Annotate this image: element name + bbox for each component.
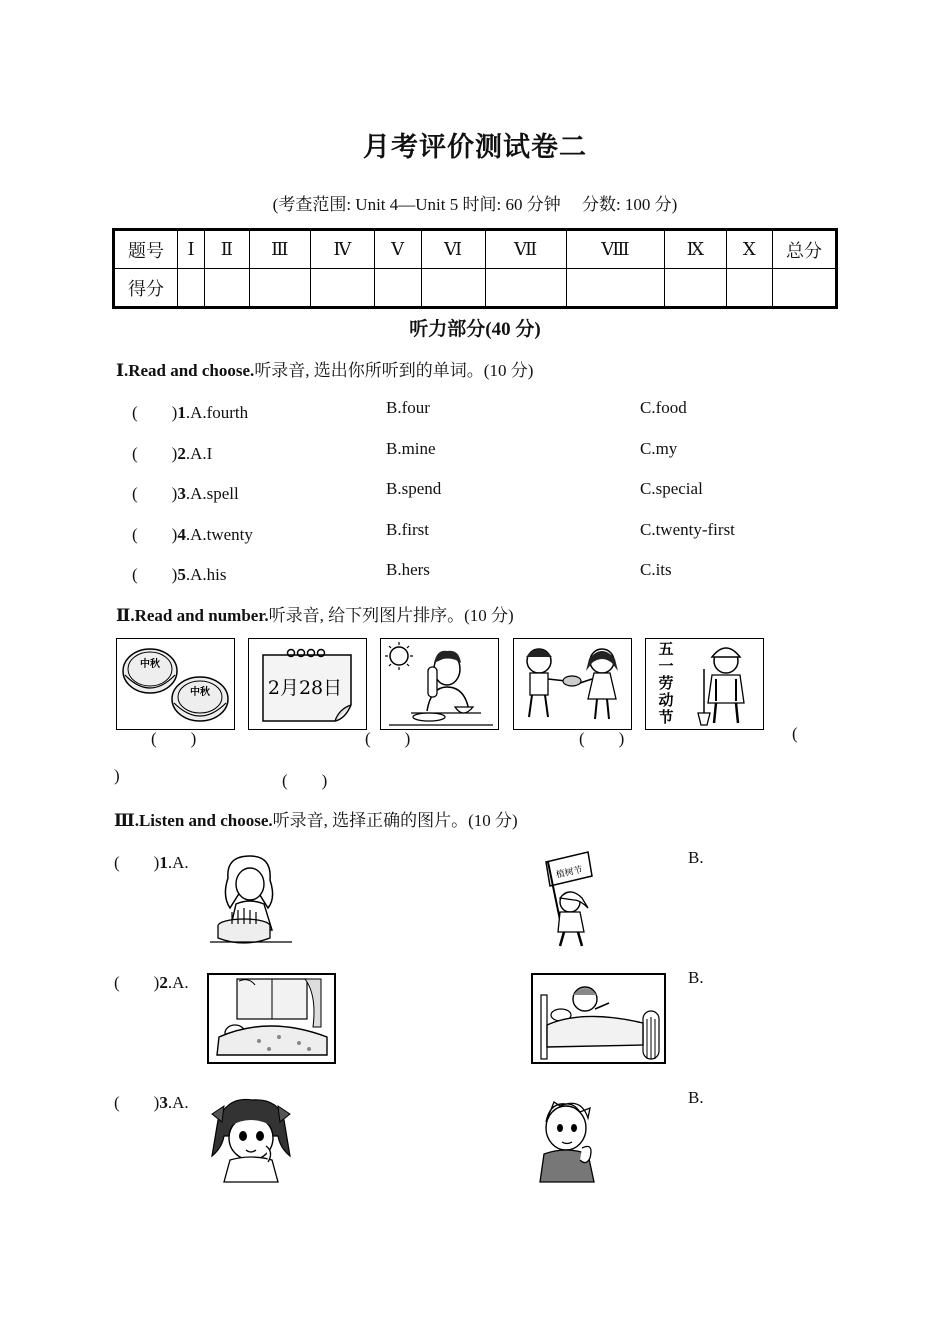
- man-eating-picture: [380, 638, 499, 730]
- section-title-en: Listen and choose.: [138, 811, 273, 830]
- mooncake-picture: [116, 638, 235, 730]
- option-a-label: .A.: [167, 1093, 189, 1112]
- header-cell: Ⅷ: [566, 230, 664, 269]
- question-number: 2: [177, 444, 186, 463]
- order-blank[interactable]: ( ): [579, 729, 625, 748]
- labour-day-char-hidden: [20, 1000, 21, 1001]
- answer-paren[interactable]: ( ): [132, 565, 178, 584]
- section-1-heading: [116, 356, 533, 381]
- girl-thinking-picture: [208, 1096, 294, 1184]
- question-row: [132, 479, 239, 504]
- option-c: C.special: [640, 479, 703, 498]
- labour-day-char: 五: [658, 640, 674, 658]
- question-1: [114, 848, 189, 873]
- option-b-label: B.: [688, 968, 704, 987]
- option-a-label: .A.: [167, 973, 189, 992]
- labour-day-char: 动: [658, 691, 674, 709]
- waking-boy-picture: [531, 973, 666, 1064]
- header-cell: Ⅲ: [249, 230, 311, 269]
- option-c: C.my: [640, 439, 678, 458]
- score-table: [112, 228, 838, 309]
- header-cell: Ⅸ: [665, 230, 727, 269]
- score-cell[interactable]: [374, 269, 421, 308]
- question-number: 3: [177, 484, 186, 503]
- option-b-label: B.: [688, 848, 704, 867]
- question-number: 2: [159, 973, 168, 992]
- score-cell[interactable]: [773, 269, 837, 308]
- question-number: 5: [177, 565, 186, 584]
- order-blank-close[interactable]: ): [114, 766, 120, 785]
- option-b: B.hers: [386, 560, 430, 579]
- row-label-cell: 得分: [114, 269, 178, 308]
- answer-paren[interactable]: ( ): [132, 525, 178, 544]
- answer-paren[interactable]: ( ): [114, 973, 160, 992]
- section-title-cn: 听录音, 给下列图片排序。(10 分): [268, 606, 514, 625]
- section-title-en: Read and choose.: [128, 361, 255, 380]
- option-a-label: .A.: [167, 853, 189, 872]
- answer-paren[interactable]: ( ): [132, 444, 178, 463]
- listening-section-title: 听力部分(40 分): [409, 319, 541, 340]
- answer-paren[interactable]: ( ): [132, 403, 178, 422]
- question-number: 1: [177, 403, 186, 422]
- section-num: Ⅲ.: [114, 811, 139, 830]
- option-a: .A.fourth: [185, 403, 249, 422]
- question-row: [132, 439, 212, 464]
- order-blank[interactable]: ( ): [365, 729, 411, 748]
- order-blank-open[interactable]: (: [792, 724, 798, 743]
- header-cell: Ⅱ: [205, 230, 249, 269]
- children-gift-picture: [513, 638, 632, 730]
- section-num: Ⅱ.: [116, 606, 135, 625]
- option-c: C.twenty-first: [640, 520, 735, 539]
- answer-paren[interactable]: ( ): [132, 484, 178, 503]
- section-title-cn: 听录音, 选出你所听到的单词。(10 分): [254, 361, 534, 380]
- score-cell[interactable]: [421, 269, 485, 308]
- sleeping-girl-picture: [207, 973, 336, 1064]
- section-3-heading: [114, 806, 518, 831]
- question-number: 1: [159, 853, 168, 872]
- score-cell[interactable]: [485, 269, 566, 308]
- score-table-score-row: [114, 269, 837, 308]
- score-cell[interactable]: [566, 269, 664, 308]
- option-b: B.first: [386, 520, 429, 539]
- birthday-girl-picture: [206, 852, 296, 948]
- exam-scope: (考查范围: Unit 4—Unit 5 时间: 60 分钟 分数: 100 分): [272, 195, 678, 214]
- page-title: 月考评价测试卷二: [363, 132, 587, 162]
- header-cell: Ⅳ: [311, 230, 375, 269]
- tree-planting-girl-picture: [530, 850, 610, 950]
- option-a: .A.twenty: [185, 525, 253, 544]
- question-number: 3: [159, 1093, 168, 1112]
- mooncake-label: 中秋: [190, 687, 210, 698]
- order-blank[interactable]: ( ): [151, 729, 197, 748]
- option-b: B.spend: [386, 479, 442, 498]
- option-a: .A.his: [185, 565, 227, 584]
- option-b: B.mine: [386, 439, 436, 458]
- score-table-header-row: [114, 230, 837, 269]
- labour-day-char: 劳: [658, 674, 674, 692]
- score-cell[interactable]: [311, 269, 375, 308]
- question-row: [132, 560, 226, 585]
- header-cell: 总分: [773, 230, 837, 269]
- calendar-date: 2月28日: [267, 677, 343, 699]
- answer-paren[interactable]: ( ): [114, 853, 160, 872]
- section-title-cn: 听录音, 选择正确的图片。(10 分): [272, 811, 518, 830]
- mooncake-label: 中秋: [140, 659, 160, 670]
- option-a: .A.I: [185, 444, 213, 463]
- labour-day-char: 节: [658, 708, 674, 726]
- header-cell: Ⅵ: [421, 230, 485, 269]
- score-cell[interactable]: [665, 269, 727, 308]
- question-row: [132, 398, 248, 423]
- labour-day-char: 一: [658, 657, 674, 675]
- score-cell[interactable]: [726, 269, 772, 308]
- score-cell[interactable]: [205, 269, 249, 308]
- labour-day-picture: [645, 638, 764, 730]
- calendar-picture: [248, 638, 367, 730]
- option-b-label: B.: [688, 1088, 704, 1107]
- question-3: [114, 1088, 189, 1113]
- question-number: 4: [177, 525, 186, 544]
- section-num: Ⅰ.: [116, 361, 129, 380]
- flag-text: 植树节: [555, 865, 584, 881]
- score-cell[interactable]: [249, 269, 311, 308]
- header-cell: 题号: [114, 230, 178, 269]
- order-blank[interactable]: ( ): [282, 771, 328, 790]
- section-title-en: Read and number.: [134, 606, 269, 625]
- score-cell[interactable]: [178, 269, 205, 308]
- question-row: [132, 520, 253, 545]
- answer-paren[interactable]: ( ): [114, 1093, 160, 1112]
- option-b: B.four: [386, 398, 430, 417]
- option-c: C.food: [640, 398, 687, 417]
- question-2: [114, 968, 189, 993]
- header-cell: Ⅹ: [726, 230, 772, 269]
- section-2-heading: [116, 601, 514, 626]
- boy-thinking-picture: [532, 1096, 604, 1184]
- option-a: .A.spell: [185, 484, 239, 503]
- header-cell: Ⅶ: [485, 230, 566, 269]
- option-c: C.its: [640, 560, 672, 579]
- header-cell: Ⅴ: [374, 230, 421, 269]
- header-cell: Ⅰ: [178, 230, 205, 269]
